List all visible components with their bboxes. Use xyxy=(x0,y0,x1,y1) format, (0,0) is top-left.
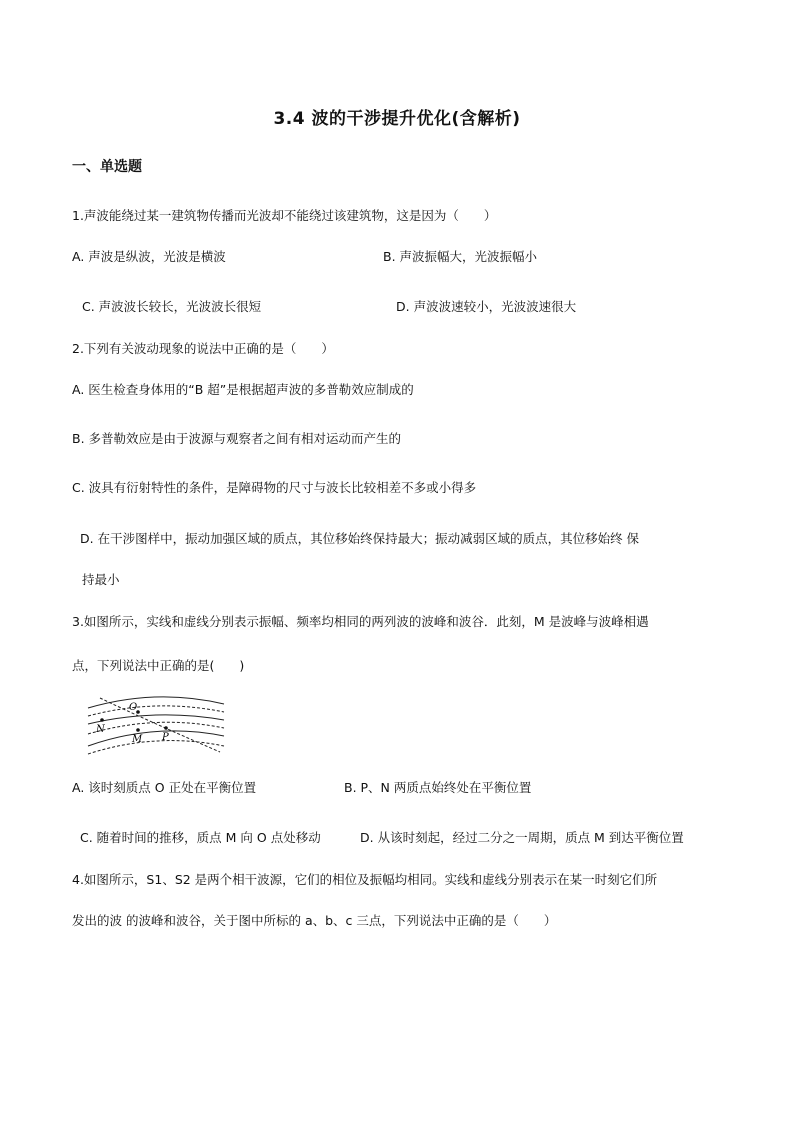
solid-wave-line xyxy=(88,715,224,724)
question-2-option-c: C. 波具有衍射特性的条件，是障碍物的尺寸与波长比较相差不多或小得多 xyxy=(72,480,477,495)
point-n xyxy=(100,718,104,722)
section-heading: 一、单选题 xyxy=(72,159,142,175)
point-m xyxy=(136,728,140,732)
question-1-option-a: A. 声波是纵波，光波是横波 xyxy=(72,249,226,264)
question-2-option-b: B. 多普勒效应是由于波源与观察者之间有相对运动而产生的 xyxy=(72,431,402,446)
label-m: M xyxy=(132,734,143,745)
solid-wave-line xyxy=(88,731,224,746)
page-title: 3.4 波的干涉提升优化(含解析) xyxy=(273,109,521,129)
solid-wave-line xyxy=(88,697,224,708)
dashed-wave-line xyxy=(88,741,224,754)
question-3-stem-line1: 3.如图所示，实线和虚线分别表示振幅、频率均相同的两列波的波峰和波谷．此刻，M 是波峰与波峰相遇 xyxy=(72,614,649,629)
question-1-option-b: B. 声波振幅大，光波振幅小 xyxy=(383,249,538,264)
question-3-option-c: C. 随着时间的推移，质点 M 向 O 点处移动 xyxy=(80,830,321,845)
question-3-stem-line2: 点，下列说法中正确的是( ) xyxy=(72,658,245,673)
question-3-option-b: B. P、N 两质点始终处在平衡位置 xyxy=(344,780,532,795)
label-n: N xyxy=(96,724,105,735)
question-3-option-d: D. 从该时刻起，经过二分之一周期，质点 M 到达平衡位置 xyxy=(360,830,684,845)
question-2-stem: 2.下列有关波动现象的说法中正确的是（ ） xyxy=(72,341,334,356)
dashed-wave-line xyxy=(88,706,224,716)
question-1-option-d: D. 声波波速较小，光波波速很大 xyxy=(396,299,577,314)
question-1-option-c: C. 声波波长较长，光波波长很短 xyxy=(82,299,262,314)
question-3-option-a: A. 该时刻质点 O 正处在平衡位置 xyxy=(72,780,257,795)
question-2-option-d-line1: D. 在干涉图样中，振动加强区域的质点，其位移始终保持最大；振动减弱区域的质点，其位移始终 保 xyxy=(80,531,640,546)
label-o: O xyxy=(129,702,138,713)
question-2-option-a: A. 医生检查身体用的“B 超”是根据超声波的多普勒效应制成的 xyxy=(72,382,414,397)
question-4-stem-line1: 4.如图所示，S1、S2 是两个相干波源，它们的相位及振幅均相同。实线和虚线分别表示在某一时刻它们所 xyxy=(72,872,658,887)
label-p: P xyxy=(162,732,169,743)
question-4-stem-line2: 发出的波 的波峰和波谷，关于图中所标的 a、b、c 三点，下列说法中正确的是（ ） xyxy=(72,913,557,928)
wave-interference-figure xyxy=(86,690,226,760)
question-2-option-d-line2: 持最小 xyxy=(82,572,120,587)
question-1-stem: 1.声波能绕过某一建筑物传播而光波却不能绕过该建筑物，这是因为（ ） xyxy=(72,208,497,223)
point-p xyxy=(164,726,168,730)
